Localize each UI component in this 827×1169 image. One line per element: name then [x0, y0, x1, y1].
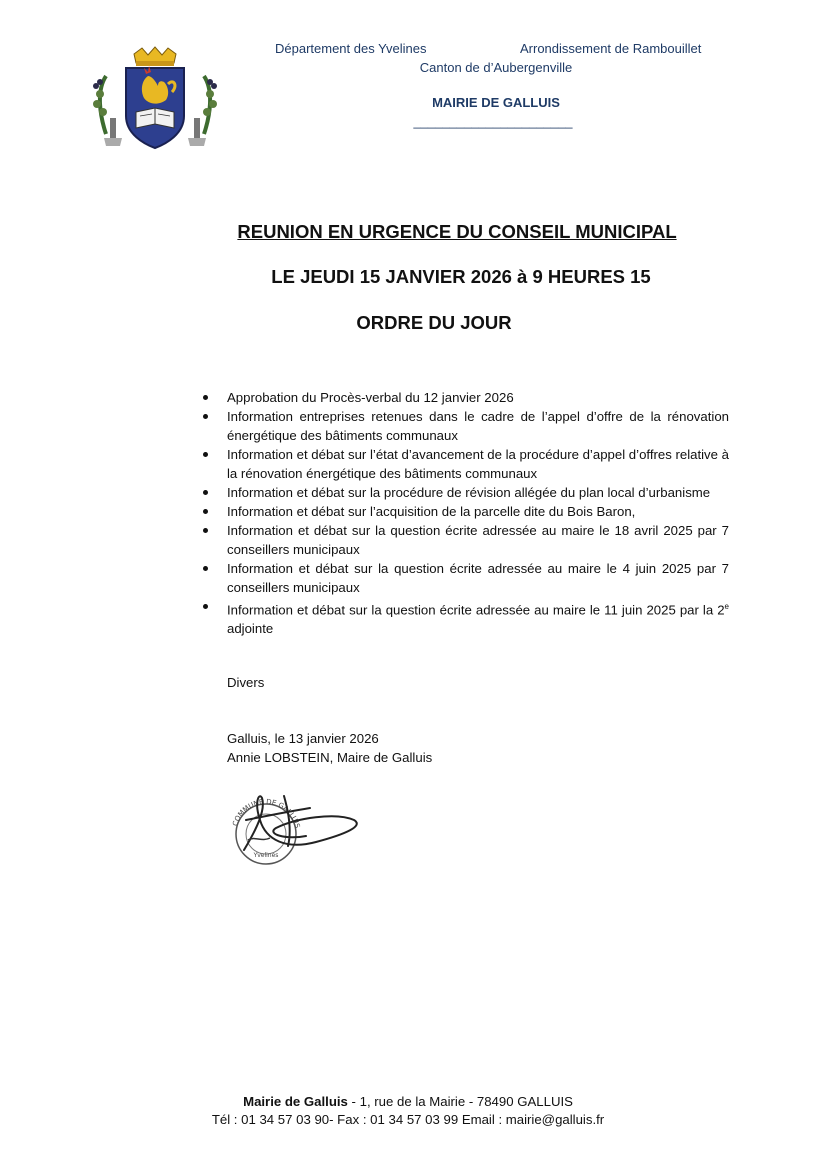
agenda-item — [200, 597, 729, 638]
agenda-list — [200, 388, 729, 638]
arrondissement-label: Arrondissement de Rambouillet — [520, 41, 702, 56]
place-date: Galluis, le 13 janvier 2026 — [227, 731, 379, 746]
agenda-item-superscript: e — [724, 602, 729, 611]
agenda-item: Information et débat sur la procédure de révision allégée du plan local d’urbanisme — [200, 483, 729, 502]
stamp-center-text: Yvelines — [253, 852, 279, 859]
agenda-item: Information et débat sur l’acquisition de la parcelle dite du Bois Baron, — [200, 502, 729, 521]
footer-contact: Tél : 01 34 57 03 90- Fax : 01 34 57 03 99 Email : mairie@galluis.fr — [211, 1112, 605, 1127]
agenda-item: Information et débat sur la question écrite adressée au maire le 18 avril 2025 par 7 conseillers municipaux — [200, 521, 729, 559]
stamp-ring-text: COMMUNE DE GALLUIS — [231, 797, 302, 829]
meeting-date: LE JEUDI 15 JANVIER 2026 à 9 HEURES 15 — [271, 266, 651, 287]
coat-of-arms-icon — [86, 46, 224, 152]
footer-org: Mairie de Galluis — [243, 1094, 348, 1109]
footer-address — [243, 1094, 573, 1109]
signature-stamp-icon — [226, 790, 366, 868]
agenda-item-text: Information et débat sur la question écrite adressée au maire le 11 juin 2025 par la 2 — [227, 602, 725, 618]
divers-label: Divers — [227, 675, 265, 690]
header-separator: ______________________ — [413, 114, 573, 129]
agenda-heading: ORDRE DU JOUR — [356, 312, 512, 333]
agenda-item: Information et débat sur l’état d’avancement de la procédure d’appel d’offres relative à la rénovation énergétique des bâtiments communaux — [200, 445, 729, 483]
agenda-item-text-end: adjointe — [227, 621, 274, 637]
agenda-item: Information entreprises retenues dans le cadre de l’appel d’offre de la rénovation énergétique des bâtiments communaux — [200, 407, 729, 445]
mairie-label: MAIRIE DE GALLUIS — [432, 95, 560, 110]
canton-label: Canton de d’Aubergenville — [419, 60, 573, 75]
footer-address-text: - 1, rue de la Mairie - 78490 GALLUIS — [347, 1094, 573, 1109]
department-label: Département des Yvelines — [275, 41, 427, 56]
agenda-item: Approbation du Procès-verbal du 12 janvier 2026 — [200, 388, 729, 407]
agenda-item: Information et débat sur la question écrite adressée au maire le 4 juin 2025 par 7 conseillers municipaux — [200, 559, 729, 597]
signatory: Annie LOBSTEIN, Maire de Galluis — [227, 750, 433, 765]
page-title: REUNION EN URGENCE DU CONSEIL MUNICIPAL — [237, 221, 677, 242]
